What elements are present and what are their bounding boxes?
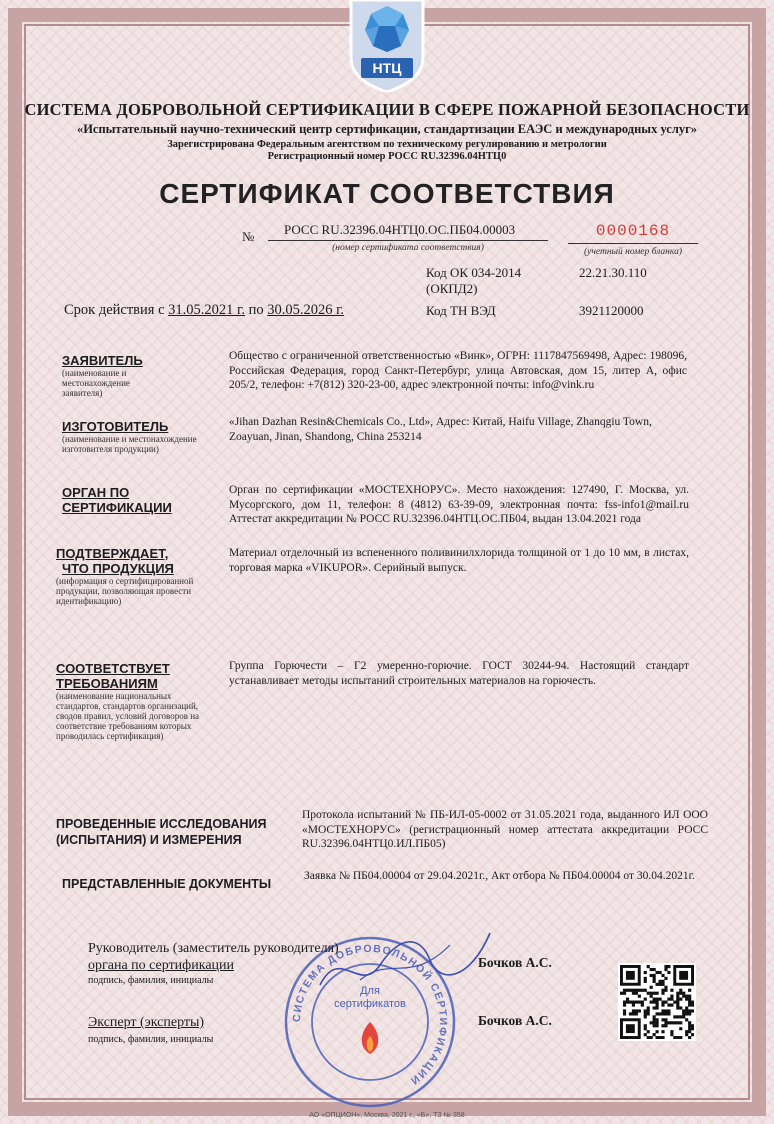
okpd-value: 22.21.30.110 xyxy=(579,265,647,280)
confirms-text: Материал отделочный из вспененного поливинилхлорида толщиной от 1 до 10 мм, в листах, торговая марка «VIKUPOR». Серийный выпуск. xyxy=(229,547,689,574)
registered-by: Зарегистрирована Федеральным агентством по техническому регулированию и метрологии xyxy=(167,139,607,150)
docs-label: ПРЕДСТАВЛЕННЫЕ ДОКУМЕНТЫ xyxy=(62,877,272,891)
stamp-center-line1: Для xyxy=(360,985,380,997)
expert-caption: подпись, фамилия, инициалы xyxy=(88,1034,214,1045)
head-caption: подпись, фамилия, инициалы xyxy=(88,975,214,986)
manufacturer-sublabel: (наименование и местонахождение изготовителя продукции) xyxy=(62,434,197,454)
blank-serial-caption: (учетный номер бланка) xyxy=(583,247,683,257)
body-text: Орган по сертификации «МОСТЕХНОРУС». Место нахождения: 127490, Г. Москва, ул. Мусоргского, дом 11, телефон: 8 (4812) 63-39-09, электронная почта: fss-info1@mail.ru Аттестат аккредитации № РОСС RU.32396.04НТЦ.ОС.ПБ04, выдан 13.04.2021 года xyxy=(229,484,689,525)
certificate-number: РОСС RU.32396.04НТЦ0.ОС.ПБ04.00003 xyxy=(268,222,548,241)
validity-to: 30.05.2026 г. xyxy=(267,302,345,318)
complies-label-line2: ТРЕБОВАНИЯМ xyxy=(56,676,158,691)
okpd-label xyxy=(426,265,521,297)
stamp-center-line2: сертификатов xyxy=(334,998,406,1010)
manufacturer-label: ИЗГОТОВИТЕЛЬ xyxy=(62,419,169,434)
complies-label-block xyxy=(56,661,216,741)
number-sign: № xyxy=(242,229,255,244)
confirms-sublabel: (информация о сертифицированной продукции, позволяющая провести идентификацию) xyxy=(56,576,194,606)
head-title-line1: Руководитель (заместитель руководителя) xyxy=(88,941,339,956)
logo-text: НТЦ xyxy=(372,60,402,76)
confirms-label-line1: ПОДТВЕРЖДАЕТ, xyxy=(56,546,169,561)
confirms-label-line2: ЧТО ПРОДУКЦИЯ xyxy=(62,561,174,576)
okpd-label-line1: Код ОК 034-2014 xyxy=(426,265,522,280)
expert-name: Бочков А.С. xyxy=(478,1013,552,1028)
ntc-logo xyxy=(337,0,437,92)
tnved-label: Код ТН ВЭД xyxy=(426,303,496,318)
handwritten-signature-1 xyxy=(300,925,500,1005)
complies-label-line1: СООТВЕТСТВУЕТ xyxy=(56,661,170,676)
registration-info xyxy=(0,139,774,163)
body-label-line1: ОРГАН ПО xyxy=(62,485,130,500)
complies-sublabel: (наименование национальных стандартов, стандартов организаций, сводов правил, условий договоров на соответствие требованиям которых проводилась сертификация) xyxy=(56,691,200,741)
validity-from: 31.05.2021 г. xyxy=(168,302,245,318)
certificate-number-caption: (номер сертификата соответствия) xyxy=(332,243,484,253)
head-name: Бочков А.С. xyxy=(478,955,552,970)
docs-text: Заявка № ПБ04.00004 от 29.04.2021г., Акт отбора № ПБ04.00004 от 30.04.2021г. xyxy=(304,870,695,882)
validity-prefix: Срок действия с xyxy=(64,302,165,318)
body-label-block xyxy=(62,485,222,515)
certificate-title: СЕРТИФИКАТ СООТВЕТСТВИЯ xyxy=(159,178,615,209)
printer-imprint: АО «ОПЦИОН», Москва, 2021 г., «Б», ТЗ № 358 xyxy=(309,1112,465,1119)
validity-period xyxy=(64,302,344,319)
validity-mid: по xyxy=(248,302,264,318)
okpd-label-line2: (ОКПД2) xyxy=(426,281,478,296)
body-label-line2: СЕРТИФИКАЦИИ xyxy=(62,500,172,515)
applicant-label-block xyxy=(62,353,212,398)
registration-number: Регистрационный номер РОСС RU.32396.04НТЦ0 xyxy=(267,151,507,162)
stamp-ring-text: СИСТЕМА ДОБРОВОЛЬНОЙ СЕРТИФИКАЦИИ xyxy=(290,942,450,1088)
applicant-label: ЗАЯВИТЕЛЬ xyxy=(62,353,143,368)
complies-text: Группа Горючести – Г2 умеренно-горючие. ГОСТ 30244-94. Настоящий стандарт устанавливает методы испытаний строительных материалов на горючесть. xyxy=(229,660,689,687)
organization-name: «Испытательный научно-технический центр сертификации, стандартизации ЕАЭС и международных услуг» xyxy=(76,122,698,136)
applicant-sublabel: (наименование и местонахождение заявителя) xyxy=(62,368,130,398)
head-title-line2: органа по сертификации xyxy=(88,958,235,973)
tests-label-line1: ПРОВЕДЕННЫЕ ИССЛЕДОВАНИЯ xyxy=(56,817,267,831)
tests-label-block xyxy=(56,816,306,848)
expert-title: Эксперт (эксперты) xyxy=(88,1015,205,1030)
qr-code xyxy=(618,963,696,1041)
tnved-value: 3921120000 xyxy=(579,303,644,318)
tests-text: Протокола испытаний № ПБ-ИЛ-05-0002 от 31.05.2021 года, выданного ИЛ ООО «МОСТЕХНОРУС» (регистрационный номер аттестата аккредитации РОСС RU.32396.04НТЦ0.ИЛ.ПБ05) xyxy=(302,809,708,850)
applicant-text: Общество с ограниченной ответственностью «Винк», ОГРН: 1117847569498, Адрес: 198096, Российская Федерация, город Санкт-Петербург, улица Автовская, дом 15, литер А, офис 205/2, телефон: +7(812) 320-23-00, адрес электронной почты: info@vink.ru xyxy=(229,350,687,391)
system-title: СИСТЕМА ДОБРОВОЛЬНОЙ СЕРТИФИКАЦИИ В СФЕРЕ ПОЖАРНОЙ БЕЗОПАСНОСТИ xyxy=(24,100,750,119)
tests-label-line2: (ИСПЫТАНИЯ) И ИЗМЕРЕНИЯ xyxy=(56,833,242,847)
manufacturer-text: «Jihan Dazhan Resin&Chemicals Co., Ltd», Адрес: Китай, Haifu Village, Zhanqgiu Town, Zoayuan, Jinan, Shandong, China 253214 xyxy=(229,416,652,443)
manufacturer-label-block xyxy=(62,419,212,454)
blank-serial-number: 0000168 xyxy=(568,222,698,244)
confirms-label-block xyxy=(56,546,226,606)
